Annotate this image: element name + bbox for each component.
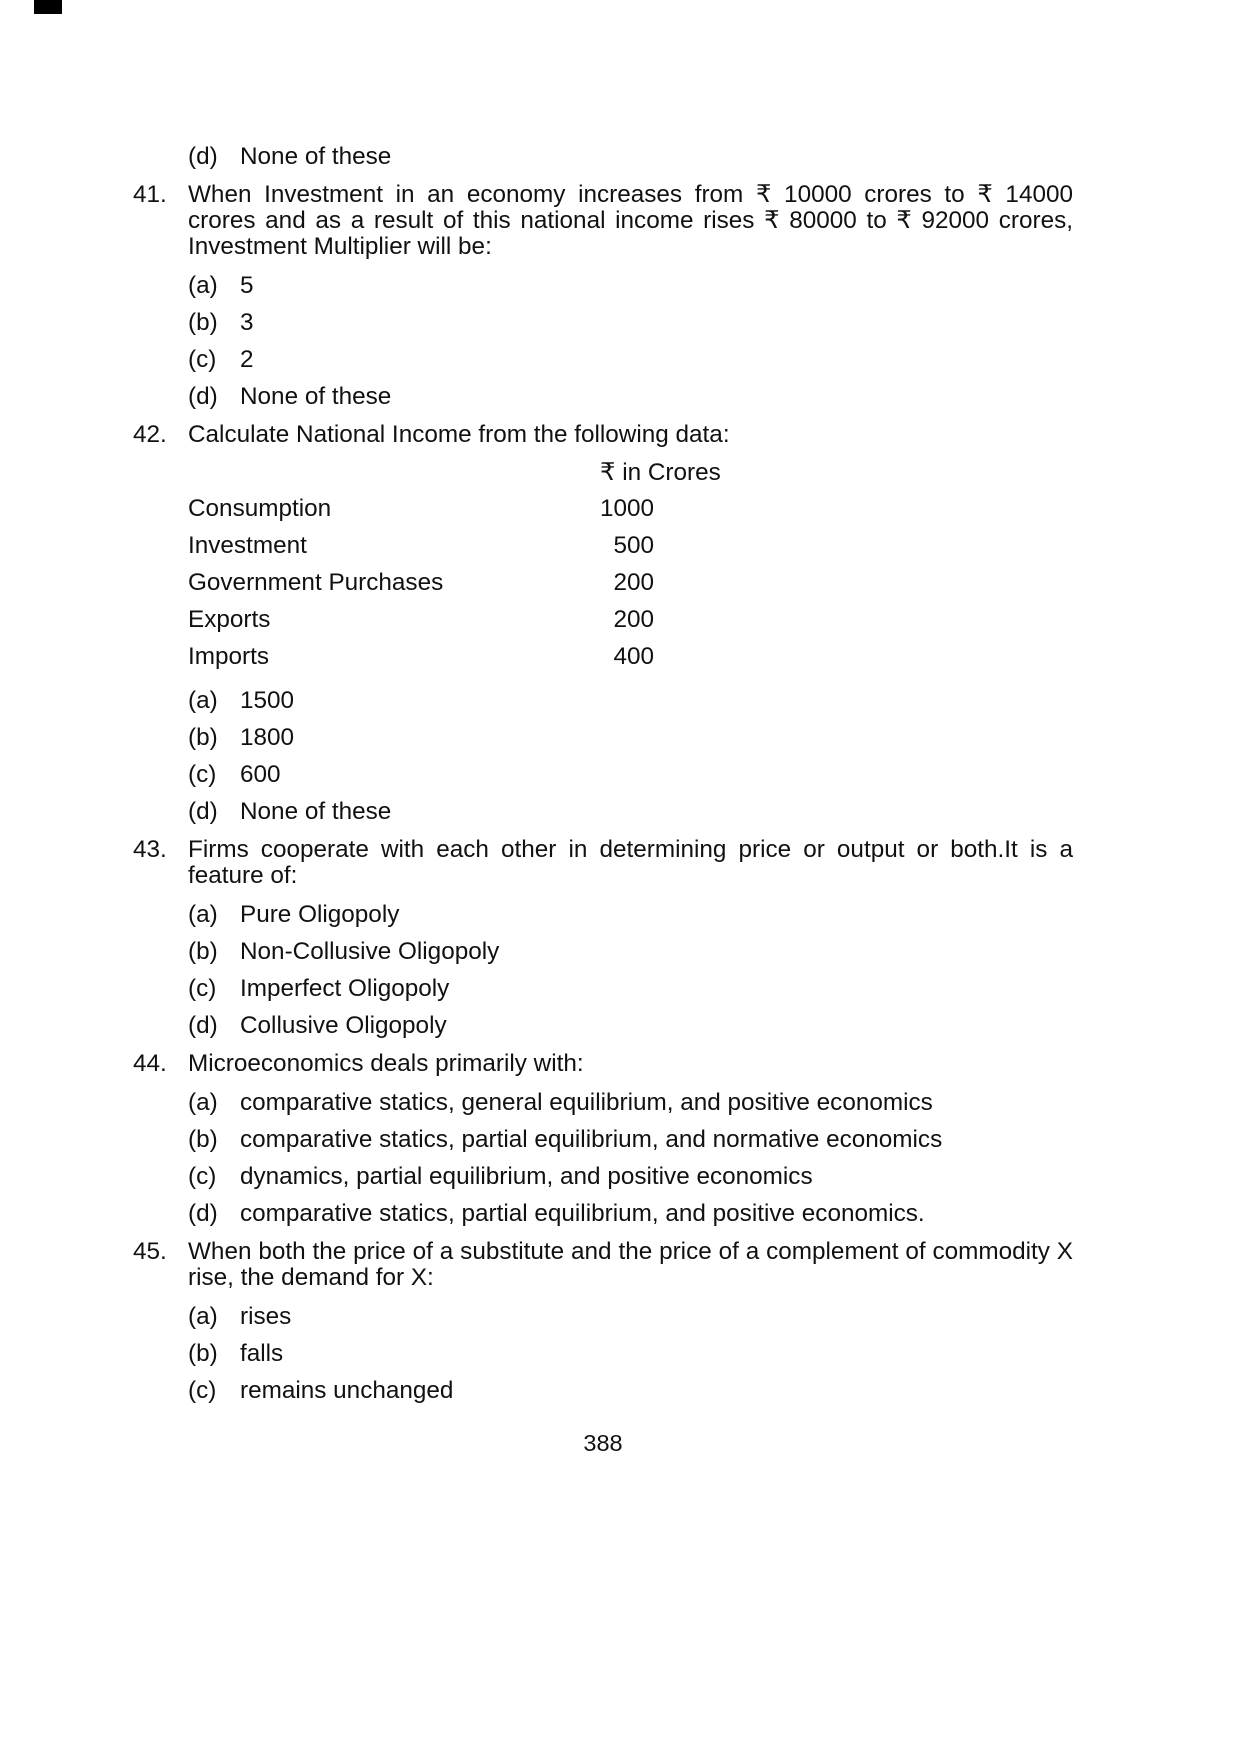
option-text: 2: [240, 345, 254, 373]
option-letter: (a): [188, 1302, 218, 1330]
option-row: [188, 896, 1073, 933]
option-row: [188, 267, 1073, 304]
option-text: None of these: [240, 142, 392, 170]
option-row: [188, 793, 1073, 830]
question-block-42: [133, 422, 1073, 830]
question-number: [133, 138, 188, 175]
option-letter: (b): [188, 723, 218, 751]
question-number: 43.: [133, 836, 167, 863]
option-letter: (c): [188, 1162, 217, 1190]
option-row: [188, 138, 1073, 175]
option-text: rises: [240, 1302, 292, 1330]
options-list: [188, 1298, 1073, 1409]
table-row: [188, 490, 1073, 527]
options-list: [188, 1084, 1073, 1232]
question-body: [188, 837, 1073, 1044]
question-block-45: [133, 1239, 1073, 1409]
table-row: [188, 638, 1073, 675]
option-text: dynamics, partial equilibrium, and positive economics: [240, 1162, 813, 1190]
option-row: [188, 1372, 1073, 1409]
option-text: 5: [240, 271, 254, 299]
option-row: [188, 1084, 1073, 1121]
option-letter: (a): [188, 271, 218, 299]
options-list: [188, 682, 1073, 830]
option-text: 3: [240, 308, 254, 336]
option-letter: (c): [188, 974, 217, 1002]
question-block-43: [133, 837, 1073, 1044]
table-row-label: Investment: [188, 531, 307, 559]
option-letter: (b): [188, 937, 218, 965]
option-text: comparative statics, general equilibrium, and positive economics: [240, 1088, 933, 1116]
option-text: falls: [240, 1339, 284, 1367]
option-letter: (b): [188, 308, 218, 336]
table-row: [188, 564, 1073, 601]
question-block-44: [133, 1051, 1073, 1232]
option-letter: (c): [188, 345, 217, 373]
option-row: [188, 1335, 1073, 1372]
question-body: [188, 422, 1073, 830]
option-letter: (c): [188, 760, 217, 788]
question-body: [188, 138, 1073, 175]
option-letter: (a): [188, 686, 218, 714]
option-letter: (b): [188, 1339, 218, 1367]
national-income-table: [188, 453, 1073, 675]
option-row: [188, 682, 1073, 719]
page-number: 388: [583, 1430, 623, 1456]
option-row: [188, 304, 1073, 341]
option-letter: (d): [188, 142, 218, 170]
question-text: Microeconomics deals primarily with:: [188, 1050, 584, 1077]
option-row: [188, 719, 1073, 756]
question-body: [188, 1051, 1073, 1232]
table-row-label: Exports: [188, 605, 271, 633]
question-number: 42.: [133, 421, 167, 448]
option-text: remains unchanged: [240, 1376, 454, 1404]
option-text: None of these: [240, 382, 392, 410]
question-number: 44.: [133, 1050, 167, 1077]
option-text: None of these: [240, 797, 392, 825]
questions-list: [133, 138, 1073, 1409]
option-text: comparative statics, partial equilibrium, and normative economics: [240, 1125, 943, 1153]
table-row-value: 500: [613, 531, 654, 559]
scan-artifact: [34, 0, 62, 14]
option-letter: (c): [188, 1376, 217, 1404]
question-number: 45.: [133, 1238, 167, 1265]
option-letter: (d): [188, 382, 218, 410]
option-letter: (a): [188, 1088, 218, 1116]
table-row-value: 200: [613, 568, 654, 596]
option-letter: (d): [188, 1011, 218, 1039]
options-list: [188, 267, 1073, 415]
table-row-label: Government Purchases: [188, 568, 444, 596]
question-text: When Investment in an economy increases from ₹ 10000 crores to ₹ 14000 crores and as a result of this national income rises ₹ 80000 to ₹ 92000 crores, Investment Multiplier will be:: [188, 181, 1073, 260]
question-block-41: [133, 182, 1073, 415]
question-text: Firms cooperate with each other in determining price or output or both.It is a feature of:: [188, 836, 1073, 889]
option-row: [188, 341, 1073, 378]
option-text: 600: [240, 760, 281, 788]
option-row: [188, 1007, 1073, 1044]
option-row: [188, 970, 1073, 1007]
option-text: Collusive Oligopoly: [240, 1011, 447, 1039]
option-letter: (a): [188, 900, 218, 928]
table-row: [188, 527, 1073, 564]
table-row-value: 400: [613, 642, 654, 670]
table-row-label: Imports: [188, 642, 270, 670]
option-row: [188, 1121, 1073, 1158]
option-letter: (b): [188, 1125, 218, 1153]
question-block-previous: [133, 138, 1073, 175]
options-list: [188, 138, 1073, 175]
option-letter: (d): [188, 1199, 218, 1227]
table-row: [188, 601, 1073, 638]
option-row: [188, 1298, 1073, 1335]
question-text: When both the price of a substitute and the price of a complement of commodity X rise, the demand for X:: [188, 1238, 1073, 1291]
option-text: 1500: [240, 686, 295, 714]
option-row: [188, 756, 1073, 793]
table-row-value: 200: [613, 605, 654, 633]
option-letter: (d): [188, 797, 218, 825]
question-body: [188, 1239, 1073, 1409]
question-body: [188, 182, 1073, 415]
table-row-label: Consumption: [188, 494, 332, 522]
question-text: Calculate National Income from the following data:: [188, 421, 730, 448]
options-list: [188, 896, 1073, 1044]
option-text: comparative statics, partial equilibrium, and positive economics.: [240, 1199, 925, 1227]
option-row: [188, 378, 1073, 415]
option-text: 1800: [240, 723, 295, 751]
option-row: [188, 1158, 1073, 1195]
option-row: [188, 933, 1073, 970]
question-number: 41.: [133, 181, 167, 208]
option-text: Non-Collusive Oligopoly: [240, 937, 500, 965]
table-header: ₹ in Crores: [600, 458, 721, 486]
option-row: [188, 1195, 1073, 1232]
option-text: Pure Oligopoly: [240, 900, 400, 928]
table-row-value: 1000: [600, 494, 655, 522]
option-text: Imperfect Oligopoly: [240, 974, 450, 1002]
